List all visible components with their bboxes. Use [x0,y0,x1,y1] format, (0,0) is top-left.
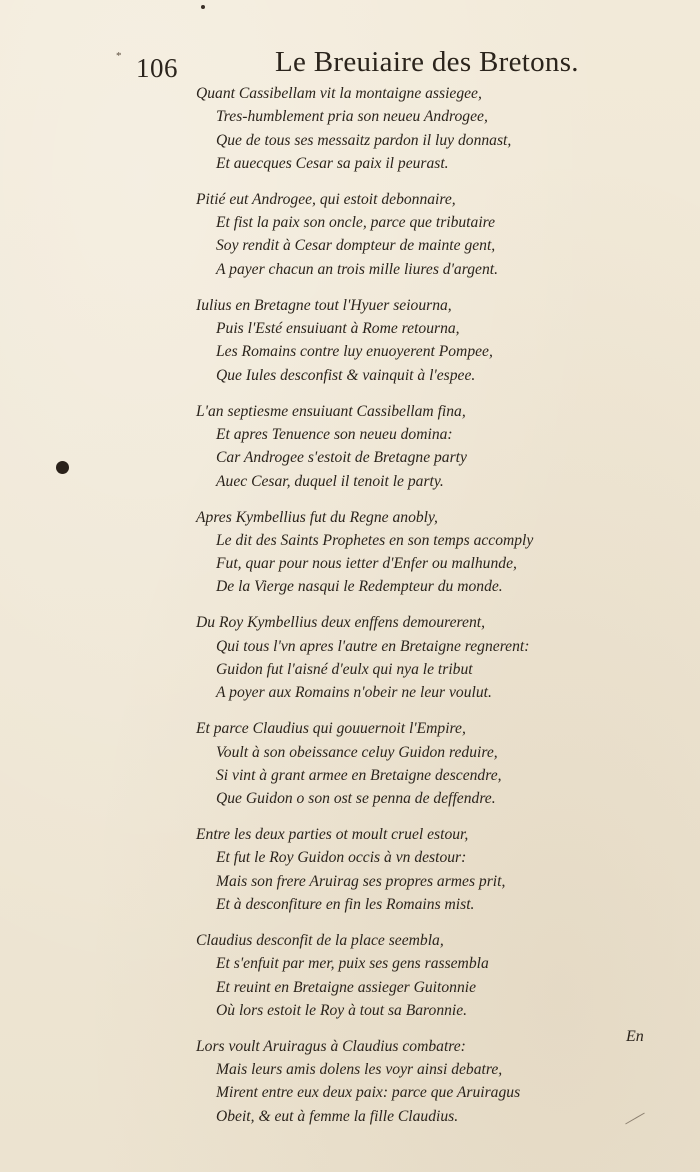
verse-line: Mais son frere Aruirag ses propres armes prit, [216,872,506,890]
ink-blot [56,461,69,474]
poem-text [196,82,616,1141]
verse-line: Et auecques Cesar sa paix il peurast. [216,154,449,172]
verse-line: Apres Kymbellius fut du Regne anobly, [196,508,438,526]
verse-line: Et reuint en Bretaigne assieger Guitonnie [216,978,476,996]
page-number: 106 [136,53,178,83]
running-title: Le Breuiaire des Bretons. [275,46,579,78]
verse-line: Soy rendit à Cesar dompteur de mainte gent, [216,237,496,255]
stanza [196,717,616,810]
verse-line: Iulius en Bretagne tout l'Hyuer seiourna, [196,296,452,314]
stanza [196,929,616,1022]
verse-line: De la Vierge nasqui le Redempteur du monde. [216,578,503,596]
stanza [196,400,616,493]
verse-line: A poyer aux Romains n'obeir ne leur voulut. [216,684,492,702]
verse-line: Si vint à grant armee en Bretaigne descendre, [216,766,502,784]
verse-line: Et apres Tenuence son neueu domina: [216,425,453,443]
verse-line: Fut, quar pour nous ietter d'Enfer ou malhunde, [216,555,517,573]
verse-line: Qui tous l'vn apres l'autre en Bretaigne regnerent: [216,637,530,655]
verse-line: Auec Cesar, duquel il tenoit le party. [216,472,444,490]
printer-mark: * [116,50,122,62]
stanza [196,506,616,599]
verse-line: Que Iules desconfist & vainquit à l'espee. [216,366,476,384]
verse-line: Les Romains contre luy enuoyerent Pompee, [216,343,493,361]
verse-line: Mais leurs amis dolens les voyr ainsi debatre, [216,1061,503,1079]
verse-line: Car Androgee s'estoit de Bretagne party [216,449,467,467]
verse-line: Guidon fut l'aisné d'eulx qui nya le tribut [216,660,473,678]
verse-line: Pitié eut Androgee, qui estoit debonnaire, [196,190,456,208]
verse-line: Claudius desconfit de la place seembla, [196,932,444,949]
stanza [196,1035,616,1128]
verse-line: Et s'enfuit par mer, puix ses gens rassembla [216,955,489,973]
verse-line: Voult à son obeissance celuy Guidon reduire, [216,743,498,761]
ink-dot [201,5,205,9]
catchword: En [626,1028,644,1045]
verse-line: Où lors estoit le Roy à tout sa Baronnie. [216,1001,468,1019]
verse-line: Et à desconfiture en fin les Romains mist. [216,896,475,914]
verse-line: L'an septiesme ensuiuant Cassibellam fina, [196,402,466,420]
verse-line: Que de tous ses messaitz pardon il luy donnast, [216,131,512,149]
verse-line: A payer chacun an trois mille liures d'argent. [216,260,498,278]
verse-line: Obeit, & eut à femme la fille Claudius. [216,1107,459,1125]
verse-line: Tres-humblement pria son neueu Androgee, [216,108,488,126]
stanza [196,188,616,281]
verse-line: Et parce Claudius qui gouuernoit l'Empire, [196,720,466,738]
verse-line: Mirent entre eux deux paix: parce que Aruiragus [216,1084,521,1102]
pencil-mark [625,1113,645,1125]
verse-line: Entre les deux parties ot moult cruel estour, [196,826,469,844]
stanza [196,611,616,704]
verse-line: Le dit des Saints Prophetes en son temps accomply [216,531,534,549]
stanza [196,82,616,175]
verse-line: Quant Cassibellam vit la montaigne assiegee, [196,85,482,102]
verse-line: Puis l'Esté ensuiuant à Rome retourna, [216,320,460,338]
stanza [196,294,616,387]
verse-line: Lors voult Aruiragus à Claudius combatre: [196,1037,466,1055]
stanza [196,823,616,916]
verse-line: Et fut le Roy Guidon occis à vn destour: [216,849,467,867]
verse-line: Du Roy Kymbellius deux enffens demourerent, [196,614,485,632]
verse-line: Et fist la paix son oncle, parce que tributaire [216,214,496,232]
verse-line: Que Guidon o son ost se penna de deffendre. [216,790,496,808]
